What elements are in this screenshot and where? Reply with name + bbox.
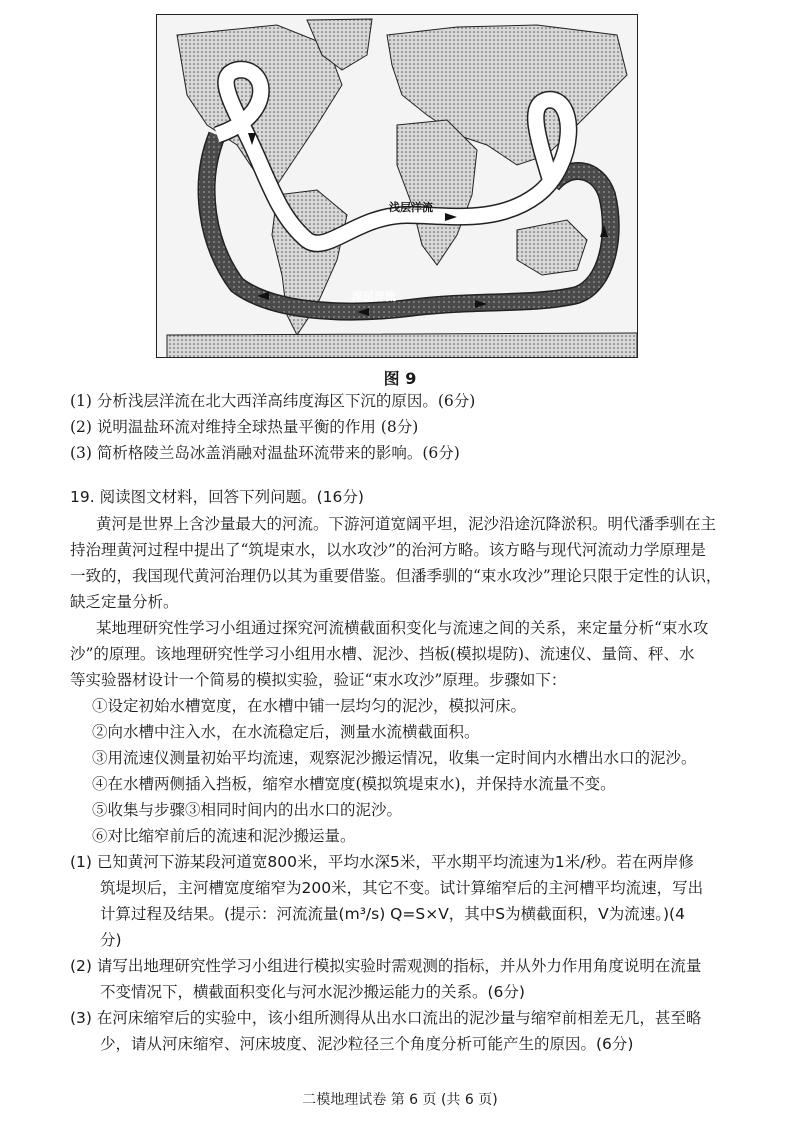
q19-step: ④在水槽两侧插入挡板，缩窄水槽宽度(模拟筑堤束水)，并保持水流量不变。 bbox=[92, 775, 616, 793]
q19-question-line: 少，请从河床缩窄、河床坡度、泥沙粒径三个角度分析可能产生的原因。(6分) bbox=[100, 1035, 634, 1053]
q18-item-2: (2) 说明温盐环流对维持全球热量平衡的作用 (8分) bbox=[70, 418, 419, 436]
q18-item-3: (3) 简析格陵兰岛冰盖消融对温盐环流带来的影响。(6分) bbox=[70, 444, 460, 462]
q19-question-line: 计算过程及结果。(提示：河流流量(m³/s) Q=S×V，其中S为横截面积，V为流速。)(4 bbox=[100, 905, 685, 923]
deep-current-label: 深层洋流 bbox=[352, 290, 396, 303]
q19-step: ①设定初始水槽宽度，在水槽中铺一层均匀的泥沙，模拟河床。 bbox=[92, 697, 527, 715]
q19-step: ⑥对比缩窄前后的流速和泥沙搬运量。 bbox=[92, 827, 356, 845]
q19-para-line: 等实验器材设计一个简易的模拟实验，验证“束水攻沙”原理。步骤如下： bbox=[70, 671, 567, 689]
africa bbox=[397, 120, 477, 265]
antarctica bbox=[167, 333, 637, 358]
world-map-figure bbox=[156, 14, 638, 358]
q19-para-line: 某地理研究性学习小组通过探究河流横截面积变化与流速之间的关系，来定量分析“束水攻 bbox=[96, 619, 709, 637]
q19-question-line: (3) 在河床缩窄后的实验中，该小组所测得从出水口流出的泥沙量与缩窄前相差无几，甚至略 bbox=[70, 1009, 702, 1027]
q19-header: 19. 阅读图文材料，回答下列问题。(16分) bbox=[70, 488, 364, 506]
q19-step: ②向水槽中注入水，在水流稳定后，测量水流横截面积。 bbox=[92, 723, 480, 741]
page-footer: 二模地理试卷 第 6 页 (共 6 页) bbox=[302, 1092, 498, 1108]
shallow-current-label: 浅层洋流 bbox=[389, 201, 433, 214]
q19-question-line: 不变情况下，横截面积变化与河水泥沙搬运能力的关系。(6分) bbox=[100, 983, 525, 1001]
q18-item-1: (1) 分析浅层洋流在北大西洋高纬度海区下沉的原因。(6分) bbox=[70, 392, 476, 410]
australia bbox=[517, 220, 587, 275]
q19-step: ③用流速仪测量初始平均流速，观察泥沙搬运情况，收集一定时间内水槽出水口的泥沙。 bbox=[92, 749, 697, 767]
q19-para-line: 持治理黄河过程中提出了“筑堤束水，以水攻沙”的治河方略。该方略与现代河流动力学原理是 bbox=[70, 541, 706, 559]
q19-para-line: 沙”的原理。该地理研究性学习小组用水槽、泥沙、挡板(模拟堤防)、流速仪、量筒、秤、水 bbox=[70, 645, 695, 663]
thermohaline-map bbox=[157, 15, 638, 358]
q19-para-line: 缺乏定量分析。 bbox=[70, 593, 179, 611]
q19-step: ⑤收集与步骤③相同时间内的出水口的泥沙。 bbox=[92, 801, 403, 819]
q19-question-line: (1) 已知黄河下游某段河道宽800米，平均水深5米，平水期平均流速为1米/秒。若在两岸修 bbox=[70, 853, 694, 871]
q19-question-line: (2) 请写出地理研究性学习小组进行模拟实验时需观测的指标，并从外力作用角度说明在流量 bbox=[70, 957, 702, 975]
q19-para-line: 黄河是世界上含沙量最大的河流。下游河道宽阔平坦，泥沙沿途沉降淤积。明代潘季驯在主 bbox=[96, 515, 717, 533]
q19-para-line: 一致的，我国现代黄河治理仍以其为重要借鉴。但潘季驯的“束水攻沙”理论只限于定性的认识， bbox=[70, 567, 722, 585]
q19-question-line: 筑堤坝后，主河槽宽度缩窄为200米，其它不变。试计算缩窄后的主河槽平均流速，写出 bbox=[100, 879, 704, 897]
figure-caption: 图 9 bbox=[383, 369, 417, 388]
q19-question-line: 分) bbox=[100, 931, 122, 949]
